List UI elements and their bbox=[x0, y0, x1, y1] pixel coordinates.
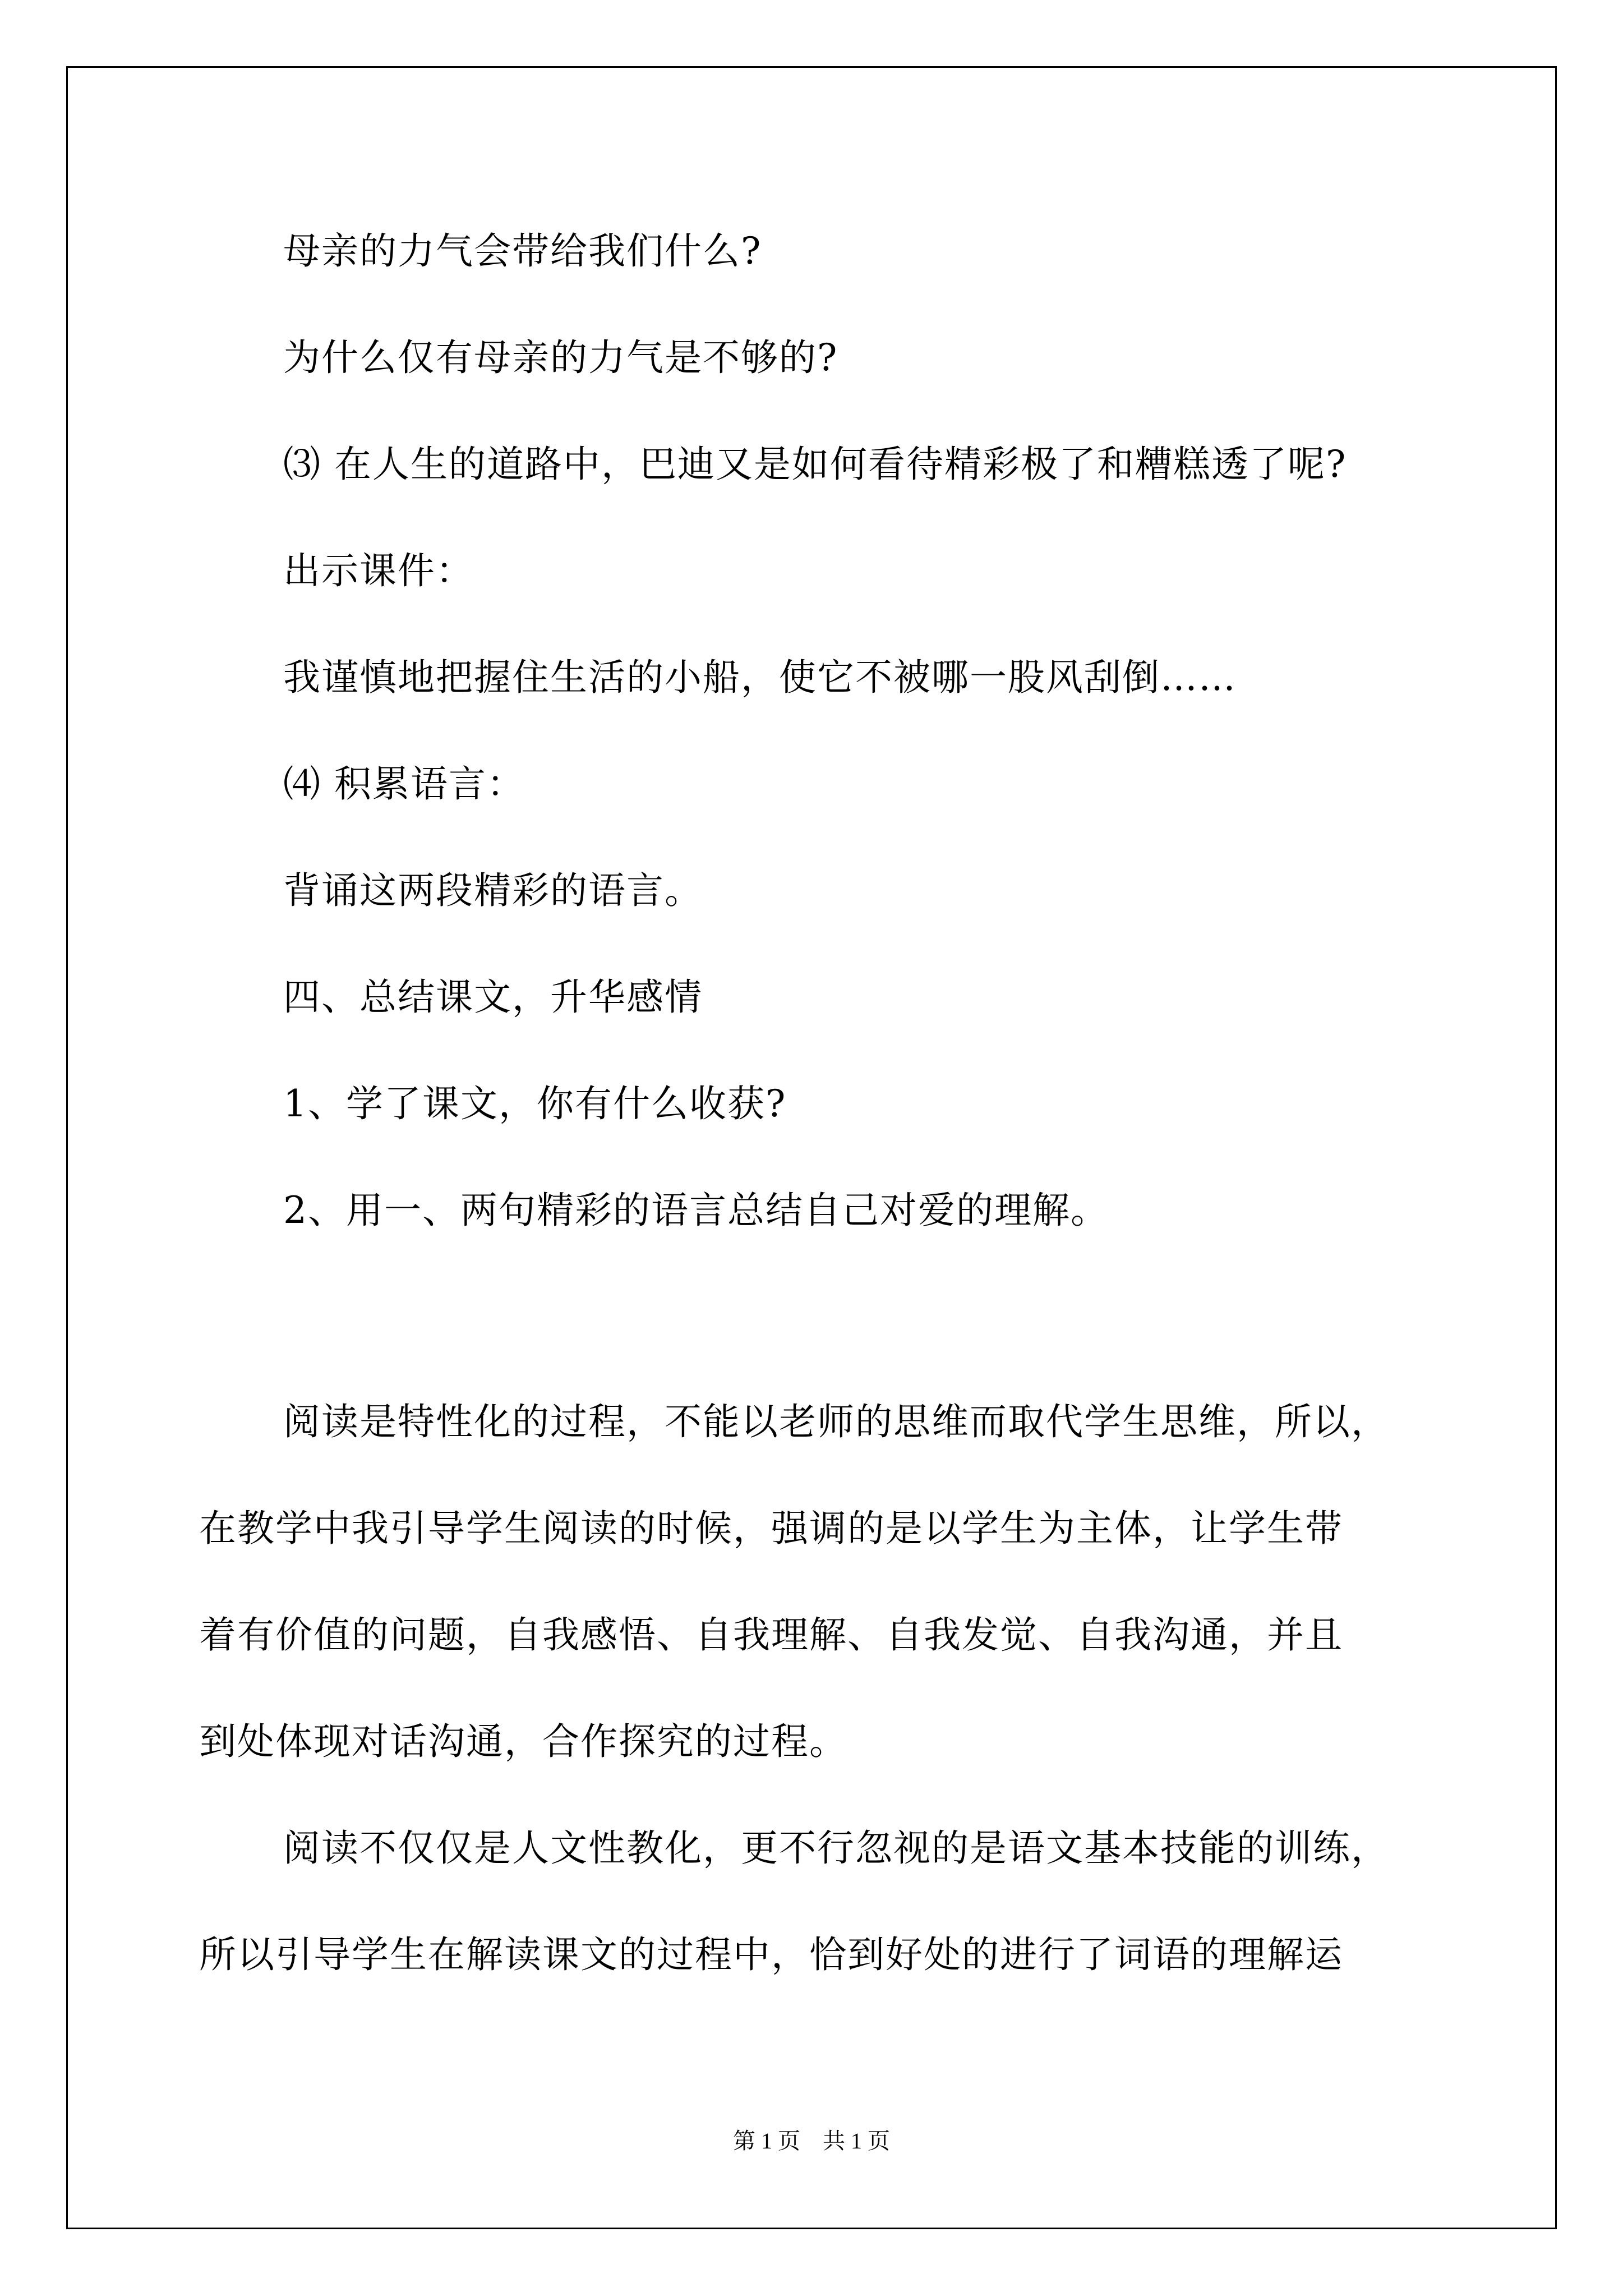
reflection-line: 着有价值的问题，自我感悟、自我理解、自我发觉、自我沟通，并且 bbox=[199, 1613, 1343, 1657]
text-line: ⑷ 积累语言： bbox=[283, 762, 525, 806]
reflection-line: 在教学中我引导学生阅读的时候，强调的是以学生为主体，让学生带 bbox=[199, 1507, 1343, 1550]
text-line: 1、学了课文，你有什么收获? bbox=[283, 1082, 787, 1125]
text-line: 为什么仅有母亲的力气是不够的? bbox=[283, 336, 838, 379]
reflection-line: 阅读是特性化的过程，不能以老师的思维而取代学生思维，所以， bbox=[283, 1400, 1389, 1443]
section-heading: 四、总结课文，升华感情 bbox=[283, 976, 703, 1019]
text-line: 2、用一、两句精彩的语言总结自己对爱的理解。 bbox=[283, 1189, 1109, 1232]
text-line: 出示课件： bbox=[283, 549, 474, 592]
reflection-line: 所以引导学生在解读课文的过程中，恰到好处的进行了词语的理解运 bbox=[199, 1933, 1343, 1976]
reflection-line: 到处体现对话沟通，合作探究的过程。 bbox=[199, 1720, 847, 1763]
page-border bbox=[66, 66, 1557, 2229]
text-line: 母亲的力气会带给我们什么? bbox=[283, 229, 762, 273]
page-number-footer: 第 1 页 共 1 页 bbox=[733, 2128, 890, 2154]
text-line: 背诵这两段精彩的语言。 bbox=[283, 869, 703, 912]
reflection-line: 阅读不仅仅是人文性教化，更不行忽视的是语文基本技能的训练， bbox=[283, 1826, 1389, 1870]
text-line: 我谨慎地把握住生活的小船，使它不被哪一股风刮倒…… bbox=[283, 656, 1237, 699]
text-line: ⑶ 在人生的道路中，巴迪又是如何看待精彩极了和糟糕透了呢? bbox=[283, 443, 1347, 486]
